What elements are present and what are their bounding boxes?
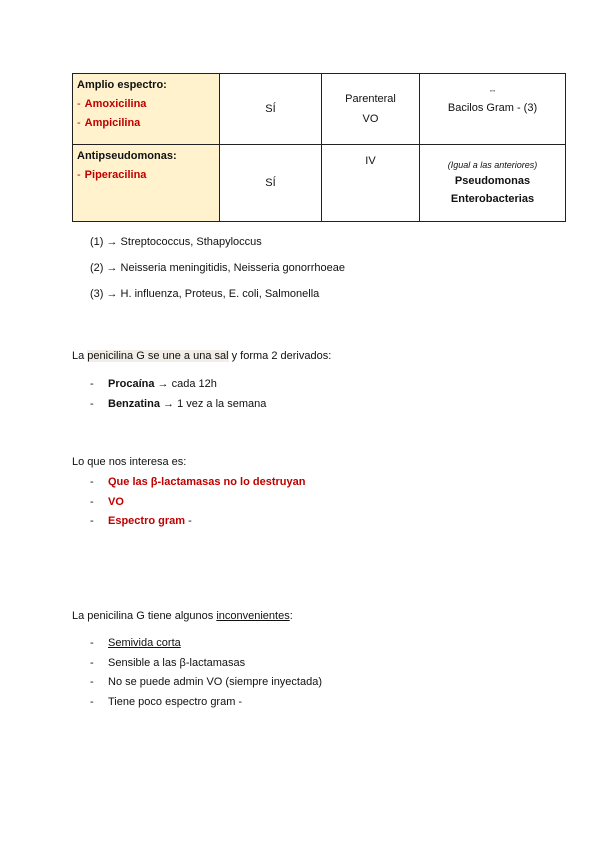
list-item: - Semivida corta	[90, 637, 181, 649]
list-item: - Sensible a las β-lactamasas	[90, 656, 246, 669]
list-item: - Benzatina → 1 vez a la semana	[90, 397, 267, 410]
footnote-1: (1) → Streptococcus, Sthapyloccus	[90, 236, 262, 248]
list-item: - Que las β-lactamasas no lo destruyan	[90, 476, 306, 488]
drug-item: - Piperacilina	[77, 169, 147, 181]
list-item: - No se puede admin VO (siempre inyectada)	[90, 676, 322, 688]
interesa-list	[90, 473, 305, 532]
table-cell: (Igual a las anteriores) Pseudomonas Enterobacterias	[420, 145, 566, 222]
list-item: - Tiene poco espectro gram -	[90, 695, 243, 708]
footnote-3: (3) → H. influenza, Proteus, E. coli, Salmonella	[90, 288, 320, 300]
list-item: - VO	[90, 495, 124, 508]
list-item: - Procaína → cada 12h	[90, 378, 217, 390]
table-row	[73, 74, 566, 145]
inconvenientes-intro: La penicilina G tiene algunos inconvenientes:	[72, 610, 293, 622]
table-cell: "" Bacilos Gram - (3)	[420, 74, 566, 145]
inconvenientes-list	[90, 634, 322, 712]
derivados-list	[90, 375, 266, 414]
drug-item: - Amoxicilina	[77, 98, 147, 110]
table-cell: SÍ	[220, 74, 322, 145]
list-item: - Espectro gram -	[90, 515, 192, 527]
table-cell: IV	[322, 145, 420, 222]
footnote-2: (2) → Neisseria meningitidis, Neisseria gonorrhoeae	[90, 262, 345, 274]
interesa-intro: Lo que nos interesa es:	[72, 456, 187, 468]
row-header-cell	[73, 145, 220, 222]
penicillin-table	[72, 73, 566, 222]
table-row	[73, 145, 566, 222]
row-header-cell	[73, 74, 220, 145]
table-cell: Parenteral VO	[322, 74, 420, 145]
drug-item: - Ampicilina	[77, 117, 141, 129]
derivados-intro: La penicilina G se une a una sal y forma 2 derivados:	[72, 350, 332, 362]
row-title: Antipseudomonas:	[77, 150, 177, 162]
table-cell: SÍ	[220, 145, 322, 222]
row-title: Amplio espectro:	[77, 79, 167, 91]
